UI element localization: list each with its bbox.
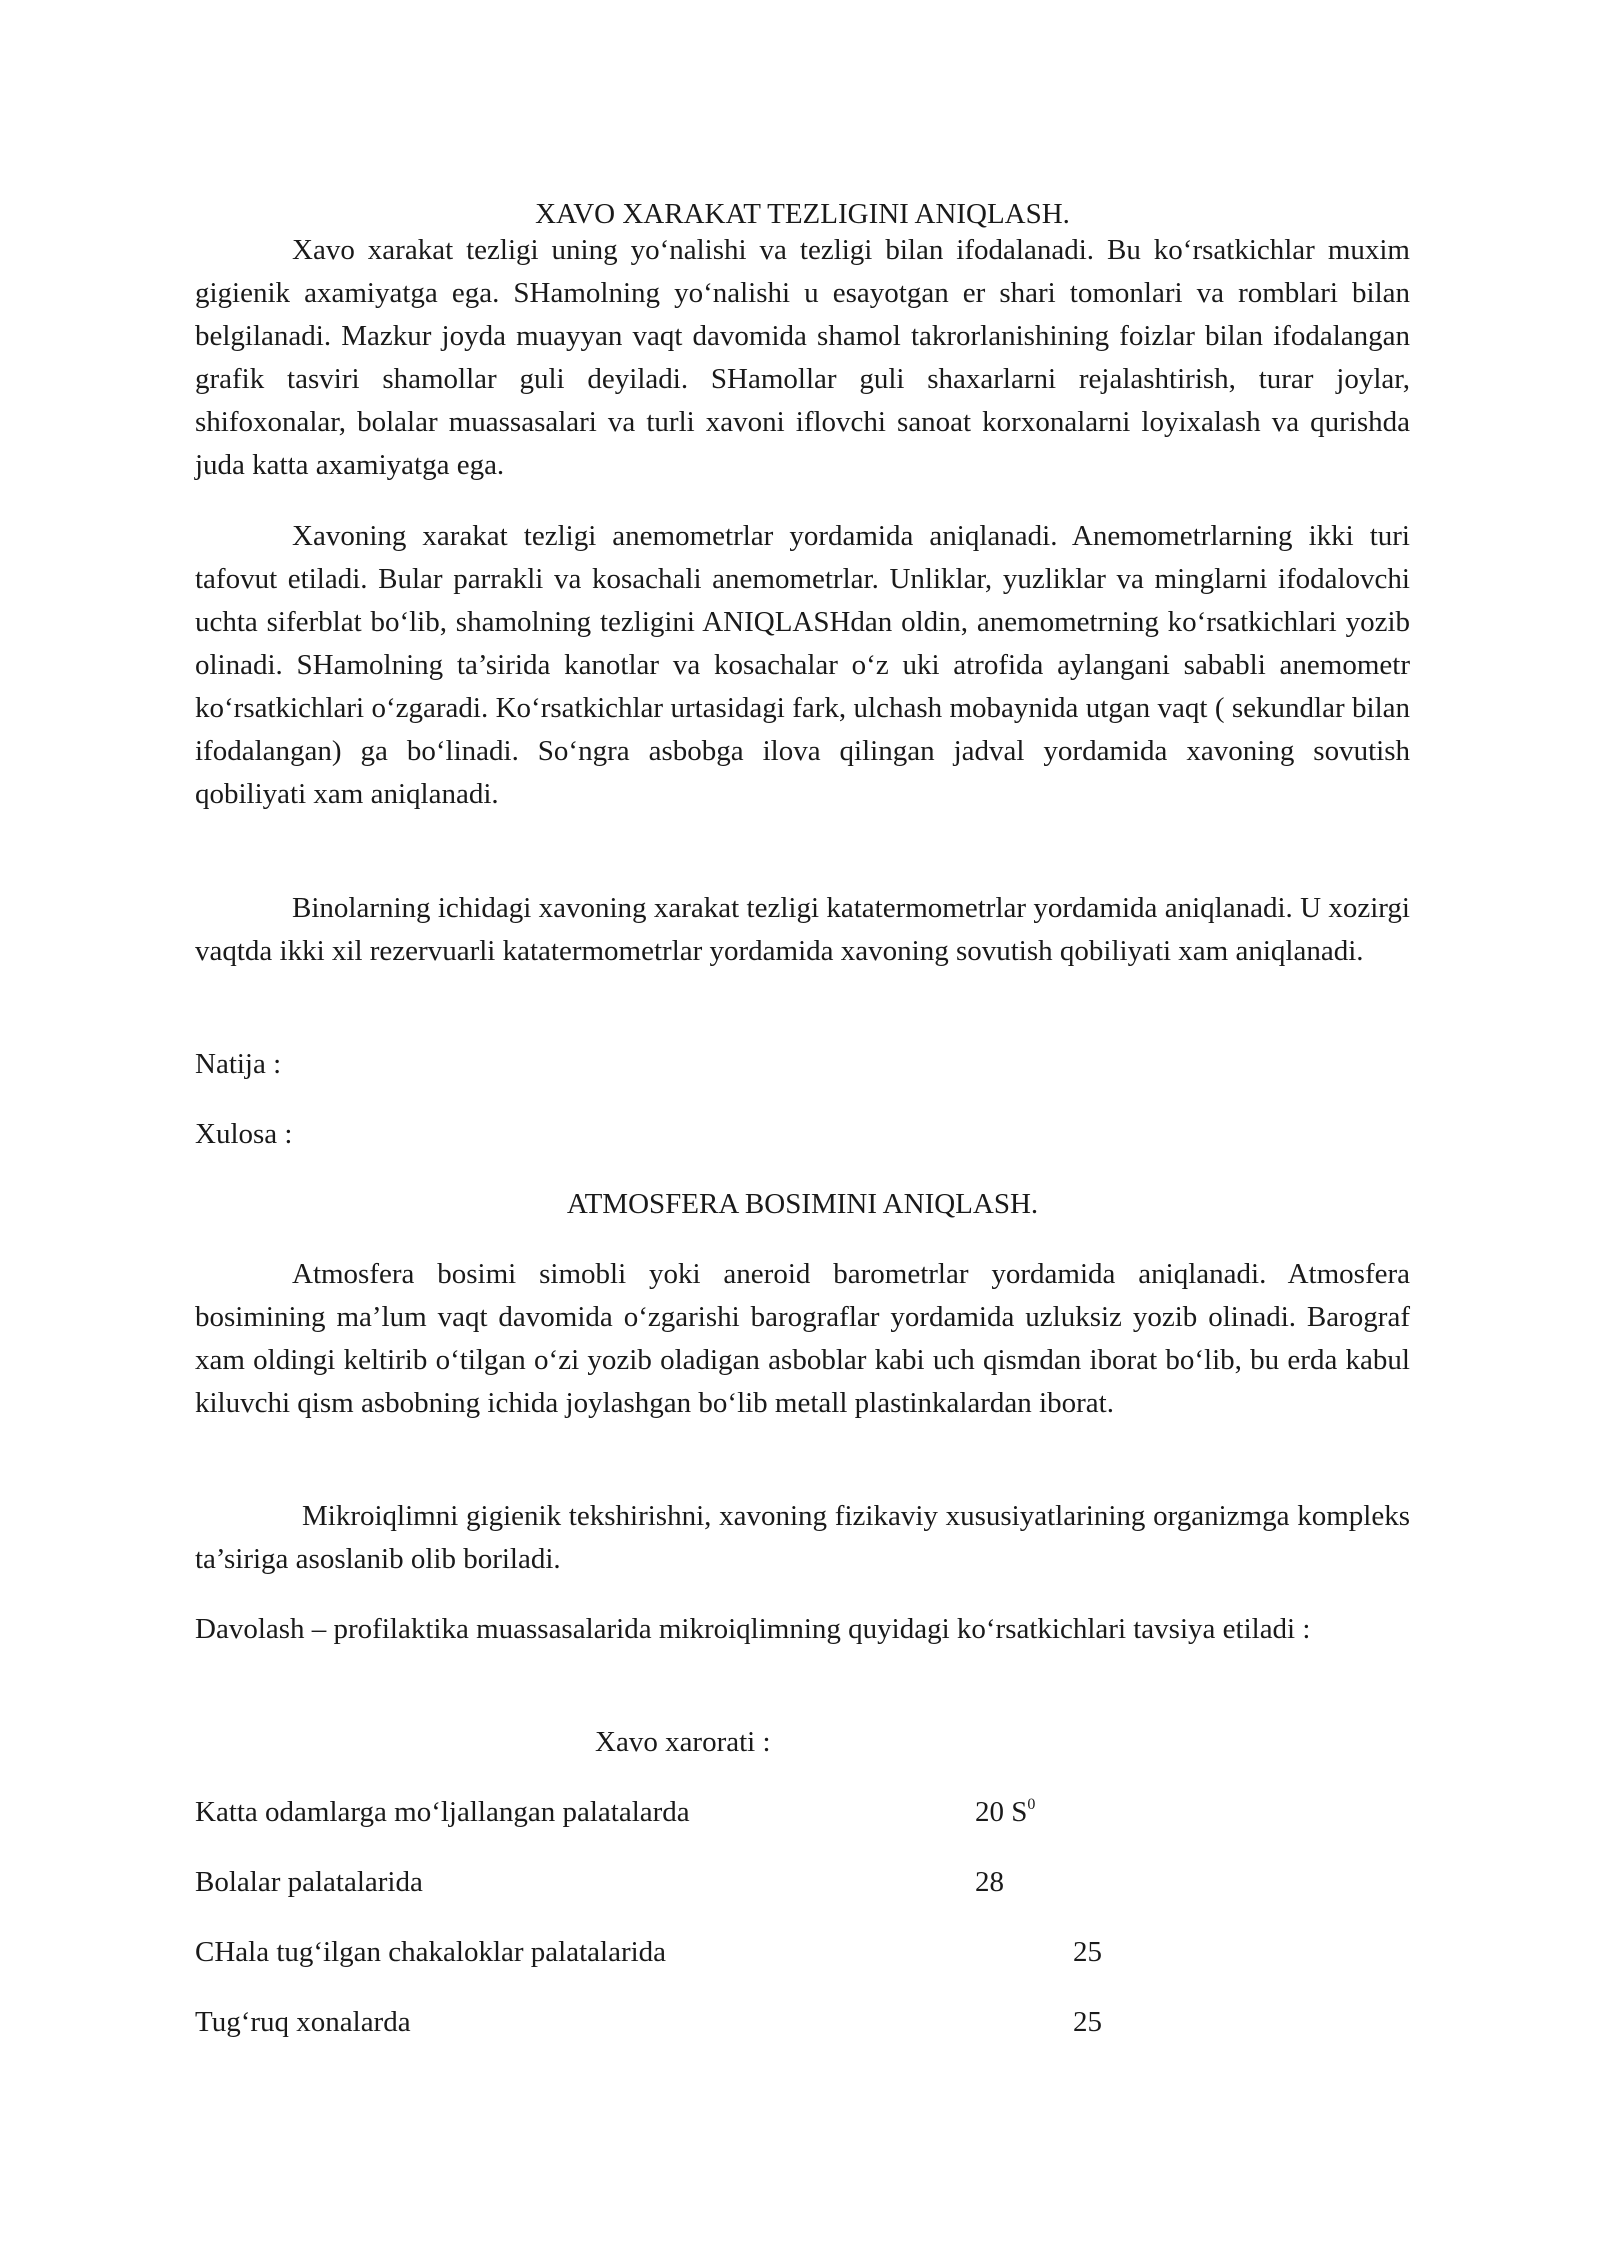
row-value: 25 [1073, 2006, 1102, 2038]
row-label: Tug‘ruq xonalarda [195, 2006, 411, 2038]
paragraph-anemometers: Xavoning xarakat tezligi anemometrlar yordamida aniqlanadi. Anemometrlarning ikki turi tafovut etiladi. Bular parrakli va kosachali anemometrlar. Unliklar, yuzliklar va minglarni ifodalovchi uchta siferblat bo‘lib, shamolning tezligini ANIQLASHdan oldin, anemometrning ko‘rsatkichlari yozib olinadi. SHamolning ta’sirida kanotlar va kosachalar o‘z uki atrofida aylangani sababli anemometr ko‘rsatkichlari o‘zgaradi. Ko‘rsatkichlar urtasidagi fark, ulchash mobaynida utgan vaqt ( sekundlar bilan ifodalangan) ga bo‘linadi. So‘ngra asbobga ilova qilingan jadval yordamida xavoning sovutish qobiliyati xam aniqlanadi. [195, 520, 1410, 810]
table-row [195, 1931, 1410, 1974]
table-row [195, 2001, 1410, 2044]
table-heading: Xavo xarorati : [595, 1726, 771, 1758]
paragraph-katathermometers: Binolarning ichidagi xavoning xarakat tezligi katatermometrlar yordamida aniqlanadi. U xozirgi vaqtda ikki xil rezervuarli katatermometrlar yordamida xavoning sovutish qobiliyati xam aniqlanadi. [195, 892, 1410, 967]
paragraph-microclimate: Mikroiqlimni gigienik tekshirishni, xavoning fizikaviy xususiyatlarining organizmga kompleks ta’siriga asoslanib olib boriladi. [195, 1500, 1410, 1575]
paragraph-barometers: Atmosfera bosimi simobli yoki aneroid barometrlar yordamida aniqlanadi. Atmosfera bosimining ma’lum vaqt davomida o‘zgarishi barograflar yordamida uzluksiz yozib olinadi. Barograf xam oldingi keltirib o‘tilgan o‘zi yozib oladigan asboblar kabi uch qismdan iborat bo‘lib, bu erda kabul kiluvchi qism asbobning ichida joylashgan bo‘lib metall plastinkalardan iborat. [195, 1258, 1410, 1419]
paragraph-recommendations: Davolash – profilaktika muassasalarida mikroiqlimning quyidagi ko‘rsatkichlari tavsiya etiladi : [195, 1613, 1311, 1645]
section-title-air-speed: XAVO XARAKAT TEZLIGINI ANIQLASH. [535, 198, 1070, 230]
table-row [195, 1791, 1410, 1834]
result-label: Natija : [195, 1048, 282, 1080]
row-value: 20 $S^0$ [975, 1796, 1036, 1828]
row-label: Katta odamlarga mo‘ljallangan palatalarda [195, 1796, 690, 1828]
degree-superscript: 0 [1027, 1796, 1036, 1813]
conclusion-label: Xulosa : [195, 1118, 293, 1150]
row-label: Bolalar palatalarida [195, 1866, 423, 1898]
table-row [195, 1861, 1410, 1904]
row-value: 25 [1073, 1936, 1102, 1968]
section-title-atmospheric-pressure: ATMOSFERA BOSIMINI ANIQLASH. [566, 1188, 1039, 1220]
row-value: 28 [975, 1866, 1004, 1898]
paragraph-air-speed-intro: Xavo xarakat tezligi uning yo‘nalishi va tezligi bilan ifodalanadi. Bu ko‘rsatkichlar muxim gigienik axamiyatga ega. SHamolning yo‘nalishi u esayotgan er shari tomonlari va romblari bilan belgilanadi. Mazkur joyda muayyan vaqt davomida shamol takrorlanishining foizlar bilan ifodalangan grafik tasviri shamollar guli deyiladi. SHamollar guli shaxarlarni rejalashtirish, turar joylar, shifoxonalar, bolalar muassasalari va turli xavoni iflovchi sanoat korxonalarni loyixalash va qurishda juda katta axamiyatga ega. [195, 234, 1410, 481]
row-label: CHala tug‘ilgan chakaloklar palatalarida [195, 1936, 667, 1968]
